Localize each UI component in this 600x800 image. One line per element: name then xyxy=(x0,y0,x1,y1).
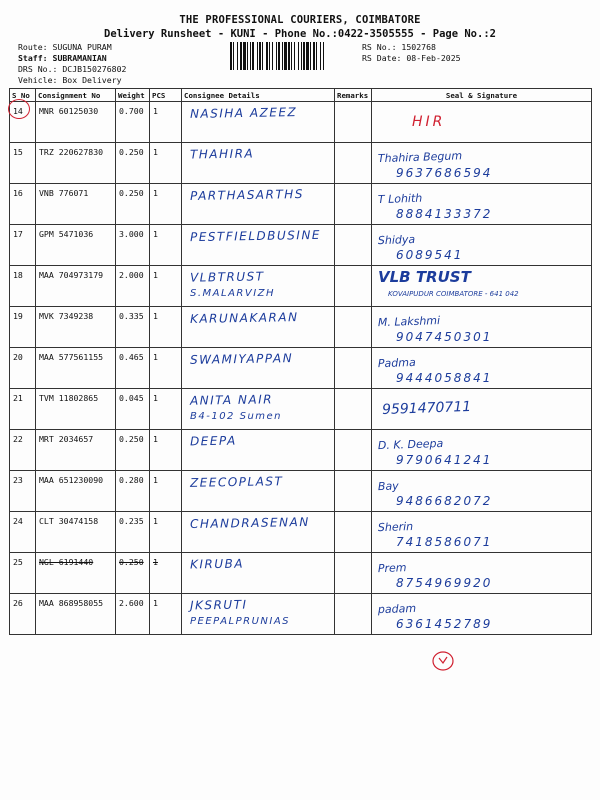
consignment-number-text: MAA 704973179 xyxy=(39,270,104,280)
pcs-cell xyxy=(150,225,182,266)
pcs-cell xyxy=(150,389,182,430)
table-header-row xyxy=(10,89,592,102)
weight-cell-text: 0.700 xyxy=(119,106,144,116)
signature-cell xyxy=(372,348,592,389)
sno-cell xyxy=(10,143,36,184)
remarks-cell xyxy=(335,225,372,266)
consignment-number xyxy=(36,594,116,635)
table-row xyxy=(10,389,592,430)
vehicle-text: Vehicle: Box Delivery xyxy=(18,75,122,85)
signature-text: VLB TRUST xyxy=(378,268,471,286)
pcs-cell xyxy=(150,307,182,348)
pcs-cell xyxy=(150,184,182,225)
signature-phone: 9637686594 xyxy=(396,166,493,180)
consignee-name: KARUNAKARAN xyxy=(189,310,299,326)
remarks-cell xyxy=(335,143,372,184)
remarks-cell xyxy=(335,430,372,471)
staff-name: SUBRAMANIAN xyxy=(52,53,107,63)
sno-cell xyxy=(10,594,36,635)
handwritten-signature xyxy=(372,143,590,183)
signature-text: Sherin xyxy=(377,519,414,535)
weight-cell xyxy=(116,553,150,594)
consignment-number-text: GPM 5471036 xyxy=(39,229,94,239)
consignment-number-text: MAA 651230090 xyxy=(39,475,104,485)
signature-cell xyxy=(372,430,592,471)
weight-cell-text: 0.235 xyxy=(119,516,144,526)
sno-cell xyxy=(10,266,36,307)
table-row xyxy=(10,430,592,471)
rs-date: RS Date: 08-Feb-2025 xyxy=(362,53,461,63)
consignee-name: PESTFIELDBUSINE xyxy=(189,227,322,245)
company-title: THE PROFESSIONAL COURIERS, COIMBATORE xyxy=(179,14,421,26)
consignee-name: KIRUBA xyxy=(189,556,245,572)
sno-cell-text: 20 xyxy=(13,352,23,362)
weight-cell xyxy=(116,307,150,348)
pcs-cell xyxy=(150,143,182,184)
weight-cell-text: 3.000 xyxy=(119,229,144,239)
sno-cell-text: 24 xyxy=(13,516,23,526)
table-row xyxy=(10,143,592,184)
col-header-sno: S No xyxy=(10,89,36,102)
weight-cell xyxy=(116,389,150,430)
col-header-remarks: Remarks xyxy=(335,89,372,102)
sno-cell-text: 19 xyxy=(13,311,23,321)
remarks-cell xyxy=(335,307,372,348)
weight-cell-text: 0.250 xyxy=(119,434,144,444)
pcs-cell xyxy=(150,512,182,553)
table-row xyxy=(10,225,592,266)
signature-phone: 8754969920 xyxy=(396,576,493,590)
runsheet-table xyxy=(9,88,592,635)
staff-line xyxy=(18,53,126,64)
handwritten-signature xyxy=(372,594,590,634)
consignee-cell xyxy=(182,348,335,389)
consignment-number xyxy=(36,184,116,225)
sno-cell xyxy=(10,553,36,594)
signature-text: 9591470711 xyxy=(381,398,472,419)
consignment-number xyxy=(36,348,116,389)
table-row xyxy=(10,471,592,512)
consignee-cell xyxy=(182,266,335,307)
route-text: Route: SUGUNA PURAM xyxy=(18,42,112,52)
signature-phone: KOVAIPUDUR COIMBATORE - 641 042 xyxy=(388,290,519,298)
signature-text: Prem xyxy=(377,561,407,576)
consignee-name: CHANDRASENAN xyxy=(189,514,310,532)
weight-cell-text: 0.250 xyxy=(119,147,144,157)
signature-phone: 6361452789 xyxy=(396,617,493,631)
handwritten-signature xyxy=(372,512,590,552)
consignment-number xyxy=(36,143,116,184)
staff-label: Staff: xyxy=(18,53,48,63)
remarks-cell xyxy=(335,594,372,635)
handwritten-signature xyxy=(372,471,590,511)
table-row xyxy=(10,348,592,389)
meta-right-block xyxy=(362,42,461,64)
sno-cell-text: 21 xyxy=(13,393,23,403)
handwritten-signature xyxy=(372,430,590,470)
consignee-name: ANITA NAIR xyxy=(189,392,274,408)
pcs-cell-text: 1 xyxy=(153,270,158,280)
pcs-cell-text: 1 xyxy=(153,188,158,198)
consignment-number-text: TVM 11802865 xyxy=(39,393,99,403)
red-circle-mark xyxy=(8,99,30,119)
remarks-cell xyxy=(335,348,372,389)
weight-cell xyxy=(116,512,150,553)
pcs-cell xyxy=(150,102,182,143)
signature-cell xyxy=(372,143,592,184)
consignment-number xyxy=(36,307,116,348)
consignment-number-text: TRZ 220627830 xyxy=(39,147,104,157)
consignment-number xyxy=(36,471,116,512)
signature-phone: 9486682072 xyxy=(396,494,493,508)
weight-cell xyxy=(116,471,150,512)
handwritten-signature xyxy=(372,266,590,306)
consignee-detail: S.MALARVIZH xyxy=(190,288,276,299)
signature-phone: 7418586071 xyxy=(396,535,493,549)
signature-phone: 8884133372 xyxy=(396,207,493,221)
consignee-name: DEEPA xyxy=(189,433,237,449)
weight-cell-text: 2.000 xyxy=(119,270,144,280)
weight-cell-text: 0.280 xyxy=(119,475,144,485)
consignment-number xyxy=(36,389,116,430)
pcs-cell-text: 1 xyxy=(153,352,158,362)
sno-cell xyxy=(10,225,36,266)
pcs-cell xyxy=(150,594,182,635)
weight-cell-text: 0.335 xyxy=(119,311,144,321)
table-row xyxy=(10,102,592,143)
col-header-consignment: Consignment No xyxy=(36,89,116,102)
weight-cell xyxy=(116,184,150,225)
consignment-number xyxy=(36,225,116,266)
weight-cell xyxy=(116,143,150,184)
consignee-cell xyxy=(182,184,335,225)
sno-cell-text: 16 xyxy=(13,188,23,198)
consignee-cell xyxy=(182,143,335,184)
consignment-number-text: NGL 6191440 xyxy=(39,557,94,567)
remarks-cell xyxy=(335,266,372,307)
consignment-number-text: MVK 7349238 xyxy=(39,311,94,321)
table-row xyxy=(10,184,592,225)
signature-phone: 9790641241 xyxy=(396,453,493,467)
signature-cell xyxy=(372,266,592,307)
signature-text: T Lohith xyxy=(377,191,423,207)
handwritten-signature xyxy=(372,102,590,142)
sno-cell-text: 25 xyxy=(13,557,23,567)
remarks-cell xyxy=(335,471,372,512)
signature-cell xyxy=(372,553,592,594)
consignee-name: SWAMIYAPPAN xyxy=(189,351,294,367)
handwritten-signature xyxy=(372,348,590,388)
consignee-name: NASIHA AZEEZ xyxy=(189,105,298,121)
consignment-number xyxy=(36,512,116,553)
consignment-number-text: MNR 60125030 xyxy=(39,106,99,116)
consignment-number-text: MAA 868958055 xyxy=(39,598,104,608)
signature-phone: 9047450301 xyxy=(396,330,493,344)
pcs-cell-text: 1 xyxy=(153,147,158,157)
weight-cell xyxy=(116,594,150,635)
sno-cell xyxy=(10,512,36,553)
signature-text: Bay xyxy=(377,479,399,494)
sno-cell xyxy=(10,430,36,471)
signature-text: M. Lakshmi xyxy=(377,314,441,330)
sno-cell-text: 23 xyxy=(13,475,23,485)
consignee-name: ZEECOPLAST xyxy=(189,474,284,490)
consignment-number xyxy=(36,102,116,143)
consignment-number-text: MAA 577561155 xyxy=(39,352,104,362)
signature-text: Shidya xyxy=(377,232,416,248)
handwritten-signature xyxy=(372,184,590,224)
signature-phone: 6089541 xyxy=(396,248,464,262)
signature-text: HIR xyxy=(412,114,446,130)
pcs-cell xyxy=(150,430,182,471)
pcs-cell-text: 1 xyxy=(153,311,158,321)
consignee-name: THAHIRA xyxy=(189,146,255,162)
table-row xyxy=(10,266,592,307)
remarks-cell xyxy=(335,184,372,225)
remarks-cell xyxy=(335,102,372,143)
signature-cell xyxy=(372,594,592,635)
col-header-weight: Weight xyxy=(116,89,150,102)
weight-cell xyxy=(116,348,150,389)
pcs-cell xyxy=(150,471,182,512)
handwritten-signature xyxy=(372,389,590,429)
handwritten-signature xyxy=(372,225,590,265)
signature-cell xyxy=(372,225,592,266)
consignee-cell xyxy=(182,225,335,266)
consignee-cell xyxy=(182,389,335,430)
consignee-detail: B4-102 Sumen xyxy=(190,411,283,422)
weight-cell xyxy=(116,266,150,307)
consignee-cell xyxy=(182,553,335,594)
pcs-cell-text: 1 xyxy=(153,106,158,116)
pcs-cell-text: 1 xyxy=(153,557,158,567)
col-header-consignee: Consignee Details xyxy=(182,89,335,102)
col-header-signature: Seal & Signature xyxy=(372,89,592,102)
sno-cell xyxy=(10,184,36,225)
consignee-cell xyxy=(182,471,335,512)
sno-cell-text: 17 xyxy=(13,229,23,239)
weight-cell xyxy=(116,430,150,471)
sno-cell-text: 15 xyxy=(13,147,23,157)
pcs-cell-text: 1 xyxy=(153,434,158,444)
table-row xyxy=(10,512,592,553)
signature-phone: 9444058841 xyxy=(396,371,493,385)
consignee-name: JKSRUTI xyxy=(189,597,248,613)
consignee-cell xyxy=(182,307,335,348)
consignment-number xyxy=(36,266,116,307)
barcode xyxy=(230,42,352,70)
sno-cell-text: 18 xyxy=(13,270,23,280)
remarks-cell xyxy=(335,512,372,553)
signature-cell xyxy=(372,184,592,225)
rs-number: RS No.: 1502768 xyxy=(362,42,436,52)
sno-cell-text: 14 xyxy=(13,106,23,116)
signature-text: Padma xyxy=(377,355,416,371)
drs-number: DRS No.: DCJB150276802 xyxy=(18,64,127,74)
red-check-mark xyxy=(431,650,455,672)
consignee-detail: PEEPALPRUNIAS xyxy=(190,616,291,627)
remarks-cell xyxy=(335,553,372,594)
sno-cell xyxy=(10,389,36,430)
consignment-number-text: CLT 30474158 xyxy=(39,516,99,526)
weight-cell-text: 0.465 xyxy=(119,352,144,362)
pcs-cell xyxy=(150,348,182,389)
weight-cell-text: 0.045 xyxy=(119,393,144,403)
weight-cell-text: 0.250 xyxy=(119,557,144,567)
consignment-number xyxy=(36,430,116,471)
signature-text: D. K. Deepa xyxy=(377,436,444,453)
col-header-pcs: PCS xyxy=(150,89,182,102)
sno-cell-text: 22 xyxy=(13,434,23,444)
sno-cell xyxy=(10,348,36,389)
consignee-name: VLBTRUST xyxy=(189,269,265,285)
pcs-cell xyxy=(150,553,182,594)
meta-left-block xyxy=(18,42,126,86)
signature-text: padam xyxy=(377,601,417,617)
weight-cell-text: 2.600 xyxy=(119,598,144,608)
sno-cell xyxy=(10,307,36,348)
signature-cell xyxy=(372,512,592,553)
remarks-cell xyxy=(335,389,372,430)
handwritten-signature xyxy=(372,553,590,593)
sno-cell xyxy=(10,471,36,512)
pcs-cell-text: 1 xyxy=(153,598,158,608)
weight-cell-text: 0.250 xyxy=(119,188,144,198)
pcs-cell-text: 1 xyxy=(153,475,158,485)
signature-text: Thahira Begum xyxy=(377,149,463,166)
signature-cell xyxy=(372,307,592,348)
weight-cell xyxy=(116,102,150,143)
consignment-number xyxy=(36,553,116,594)
runsheet-subtitle: Delivery Runsheet - KUNI - Phone No.:0422-3505555 - Page No.:2 xyxy=(104,28,496,40)
handwritten-signature xyxy=(372,307,590,347)
signature-cell xyxy=(372,102,592,143)
sno-cell-text: 26 xyxy=(13,598,23,608)
consignee-name: PARTHASARTHS xyxy=(189,187,305,203)
consignee-cell xyxy=(182,102,335,143)
consignee-cell xyxy=(182,430,335,471)
weight-cell xyxy=(116,225,150,266)
consignment-number-text: MRT 2034657 xyxy=(39,434,94,444)
pcs-cell xyxy=(150,266,182,307)
pcs-cell-text: 1 xyxy=(153,393,158,403)
table-row xyxy=(10,594,592,635)
table-row xyxy=(10,307,592,348)
signature-cell xyxy=(372,471,592,512)
consignee-cell xyxy=(182,512,335,553)
pcs-cell-text: 1 xyxy=(153,516,158,526)
pcs-cell-text: 1 xyxy=(153,229,158,239)
sno-cell xyxy=(10,102,36,143)
table-row xyxy=(10,553,592,594)
consignee-cell xyxy=(182,594,335,635)
consignment-number-text: VNB 776071 xyxy=(39,188,89,198)
signature-cell xyxy=(372,389,592,430)
